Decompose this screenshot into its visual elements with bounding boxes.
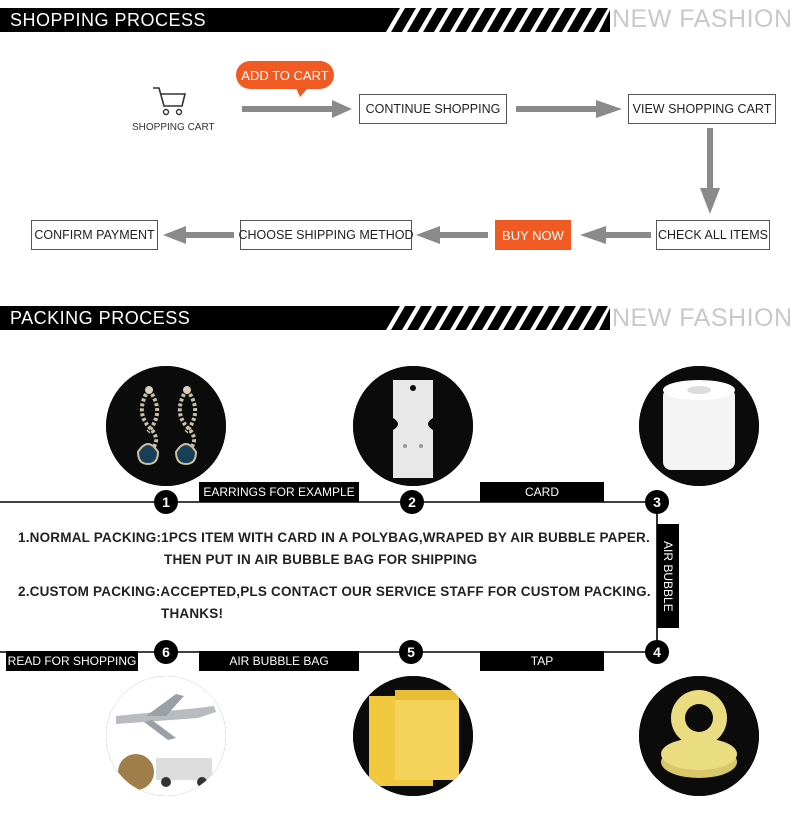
step-number-4: 4: [645, 640, 669, 664]
step-number-5: 5: [399, 640, 423, 664]
air-bubble-image: [639, 366, 759, 486]
step-label-3-text: AIR BUBBLE: [661, 540, 675, 612]
check-items-step[interactable]: CHECK ALL ITEMS: [656, 220, 770, 250]
shopping-header-tag: NEW FASHION: [612, 5, 793, 33]
step-number-1: 1: [154, 490, 178, 514]
bubble-bag-image: [353, 676, 473, 796]
card-image: [353, 366, 473, 486]
step-label-3: [657, 524, 679, 628]
step-number-6: 6: [154, 640, 178, 664]
cart-label: SHOPPING CART: [132, 122, 215, 133]
add-to-cart-button[interactable]: ADD TO CART: [236, 61, 334, 89]
shipping-image: [106, 676, 226, 796]
view-cart-step[interactable]: VIEW SHOPPING CART: [628, 94, 776, 124]
step-label-1: EARRINGS FOR EXAMPLE: [199, 482, 359, 502]
step-number-2: 2: [400, 490, 424, 514]
continue-shopping-step[interactable]: CONTINUE SHOPPING: [359, 94, 507, 124]
step-label-6: READ FOR SHOPPING: [6, 651, 138, 671]
packing-line-1b: THEN PUT IN AIR BUBBLE BAG FOR SHIPPING: [164, 552, 478, 567]
step-label-5: AIR BUBBLE BAG: [199, 651, 359, 671]
packing-line-2a: 2.CUSTOM PACKING:ACCEPTED,PLS CONTACT OUR SERVICE STAFF FOR CUSTOM PACKING.: [18, 584, 651, 599]
packing-header-title: PACKING PROCESS: [10, 308, 191, 328]
tape-image: [639, 676, 759, 796]
earrings-image: [106, 366, 226, 486]
buy-now-button[interactable]: BUY NOW: [495, 220, 571, 250]
choose-shipping-step[interactable]: CHOOSE SHIPPING METHOD: [240, 220, 412, 250]
step-number-3: 3: [645, 490, 669, 514]
packing-header-tag: NEW FASHION: [612, 304, 793, 332]
step-label-2: CARD: [480, 482, 604, 502]
packing-line-2b: THANKS!: [161, 606, 224, 621]
confirm-payment-step[interactable]: CONFIRM PAYMENT: [31, 220, 158, 250]
step-label-4: TAP: [480, 651, 604, 671]
shopping-header-title: SHOPPING PROCESS: [10, 10, 207, 30]
packing-line-1a: 1.NORMAL PACKING:1PCS ITEM WITH CARD IN A POLYBAG,WRAPED BY AIR BUBBLE PAPER.: [18, 530, 650, 545]
